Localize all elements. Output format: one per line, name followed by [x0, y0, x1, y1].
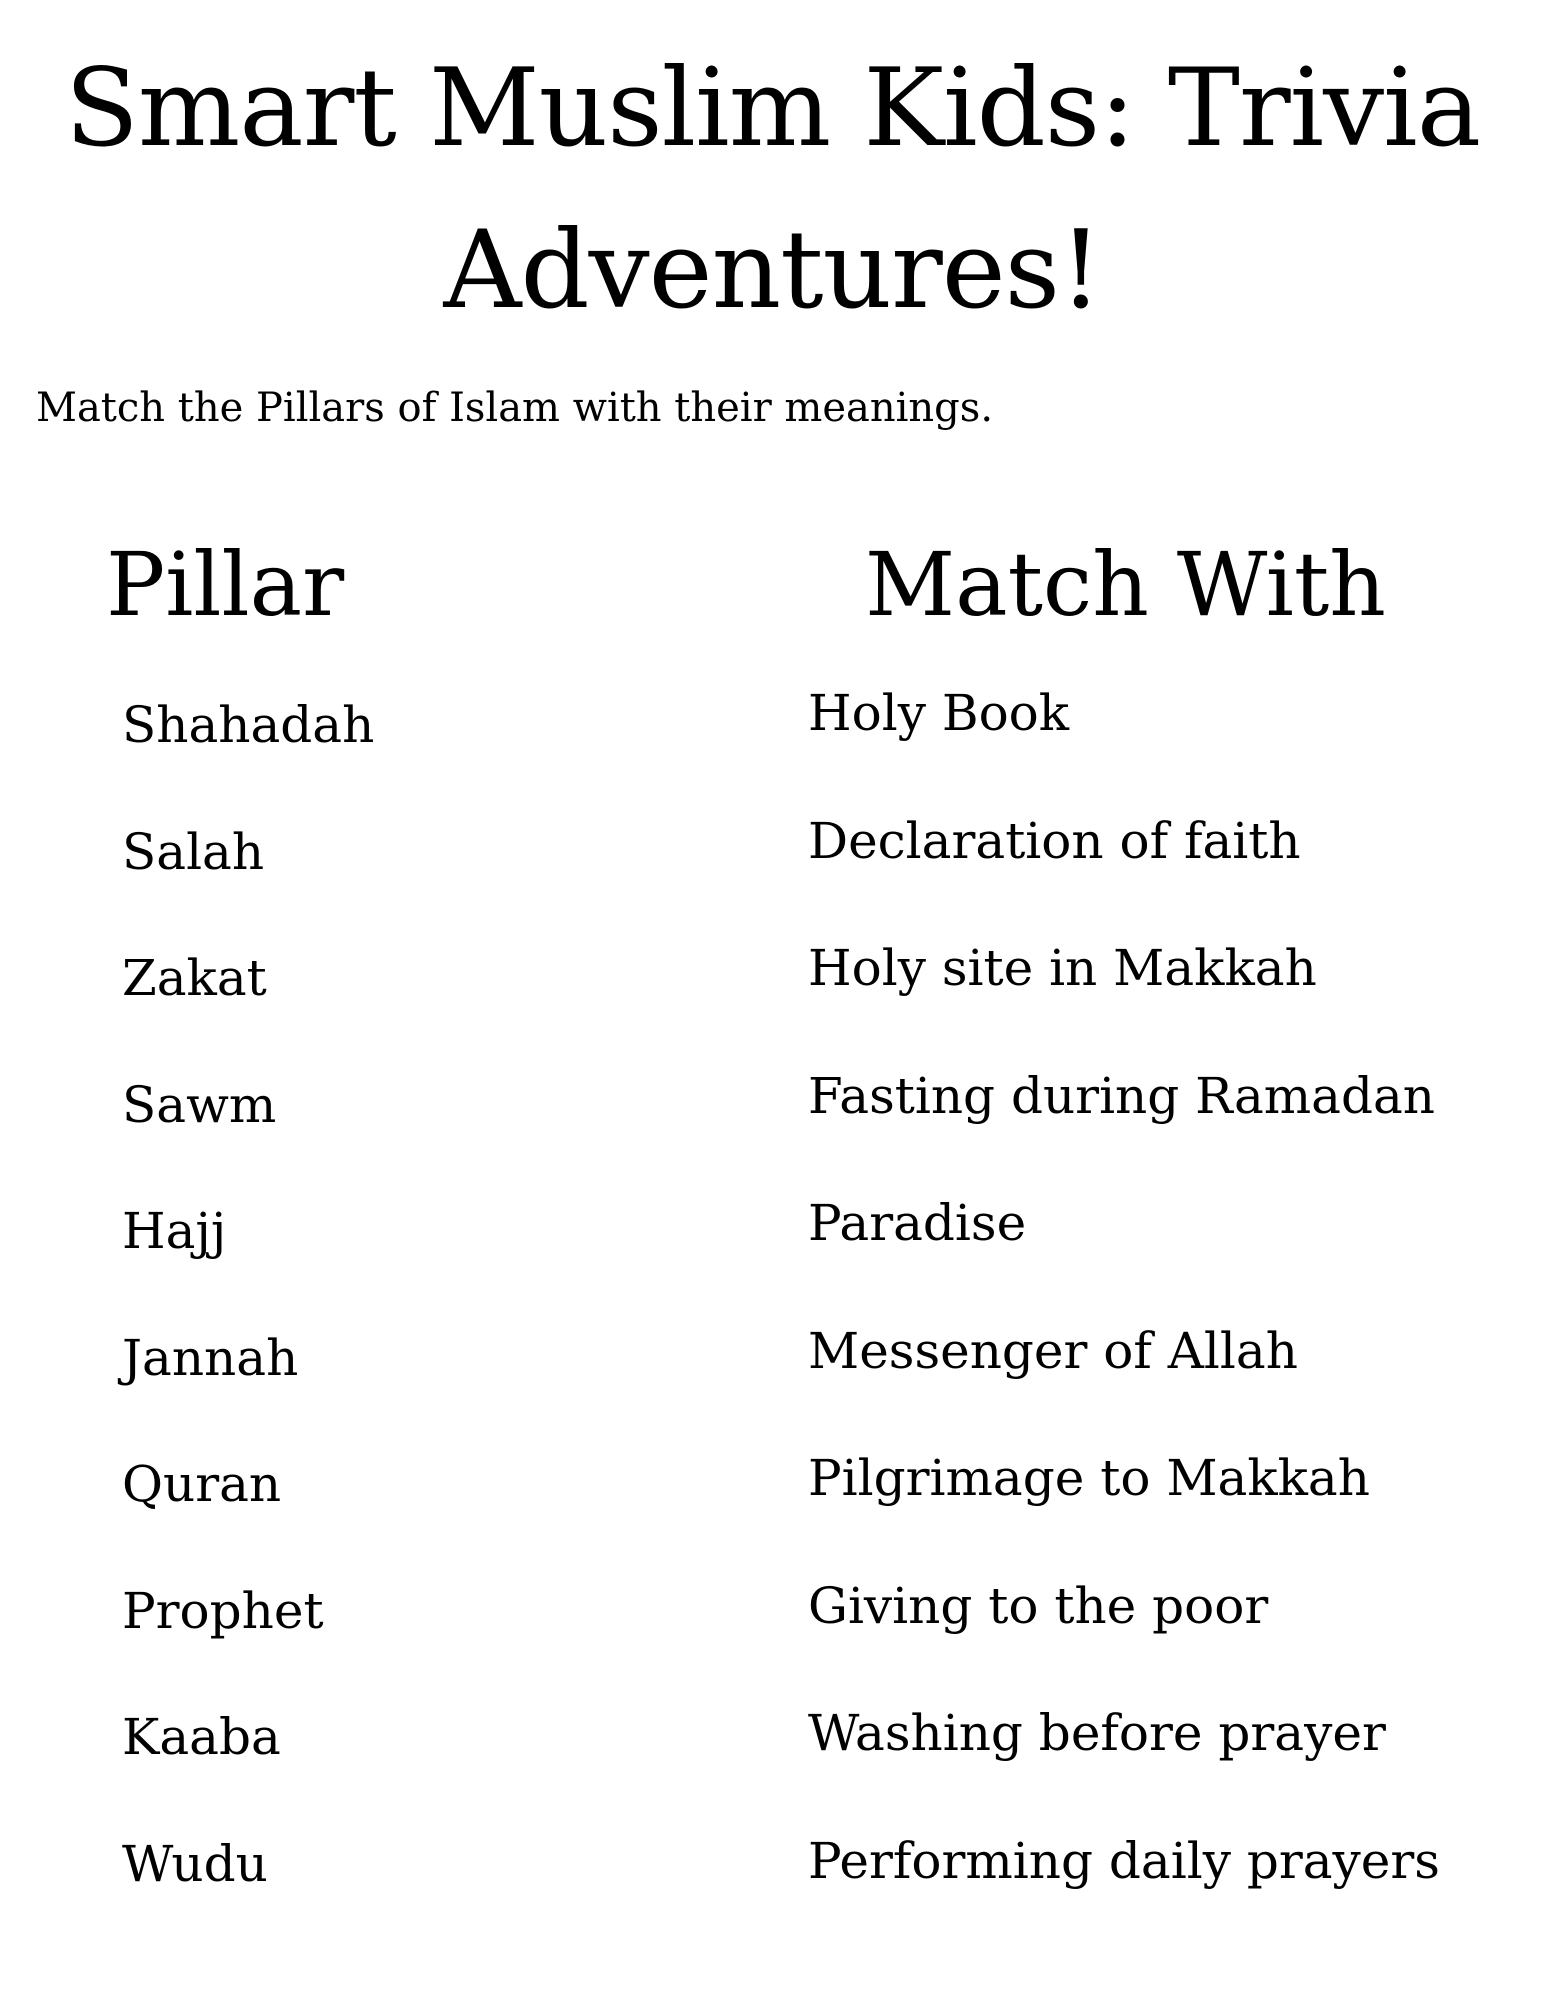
pillar-item: Quran — [122, 1455, 282, 1513]
worksheet-title: Smart Muslim Kids: Trivia Adventures! — [64, 46, 1481, 333]
pillar-item: Salah — [122, 822, 265, 881]
instructions-text: Match the Pillars of Islam with their meanings. — [36, 385, 994, 431]
match-item: Messenger of Allah — [808, 1321, 1298, 1380]
match-item: Holy Book — [808, 684, 1070, 742]
match-item: Performing daily prayers — [808, 1831, 1440, 1890]
match-item: Paradise — [808, 1194, 1027, 1252]
match-item: Declaration of faith — [808, 811, 1301, 870]
match-item: Fasting during Ramadan — [808, 1066, 1436, 1125]
match-item: Pilgrimage to Makkah — [808, 1449, 1370, 1507]
pillar-item: Jannah — [122, 1328, 299, 1387]
match-column-header: Match With — [865, 533, 1386, 636]
match-item: Washing before prayer — [808, 1704, 1386, 1762]
pillar-item: Sawm — [122, 1075, 277, 1134]
pillar-item: Prophet — [122, 1581, 324, 1640]
pillar-item: Zakat — [122, 949, 267, 1007]
pillar-item: Hajj — [122, 1202, 227, 1260]
match-item: Holy site in Makkah — [808, 939, 1317, 997]
pillar-item: Shahadah — [122, 696, 375, 754]
pillar-item: Kaaba — [122, 1708, 281, 1766]
pillar-item: Wudu — [122, 1834, 268, 1893]
match-item: Giving to the poor — [808, 1576, 1269, 1635]
pillar-column-header: Pillar — [106, 533, 345, 636]
